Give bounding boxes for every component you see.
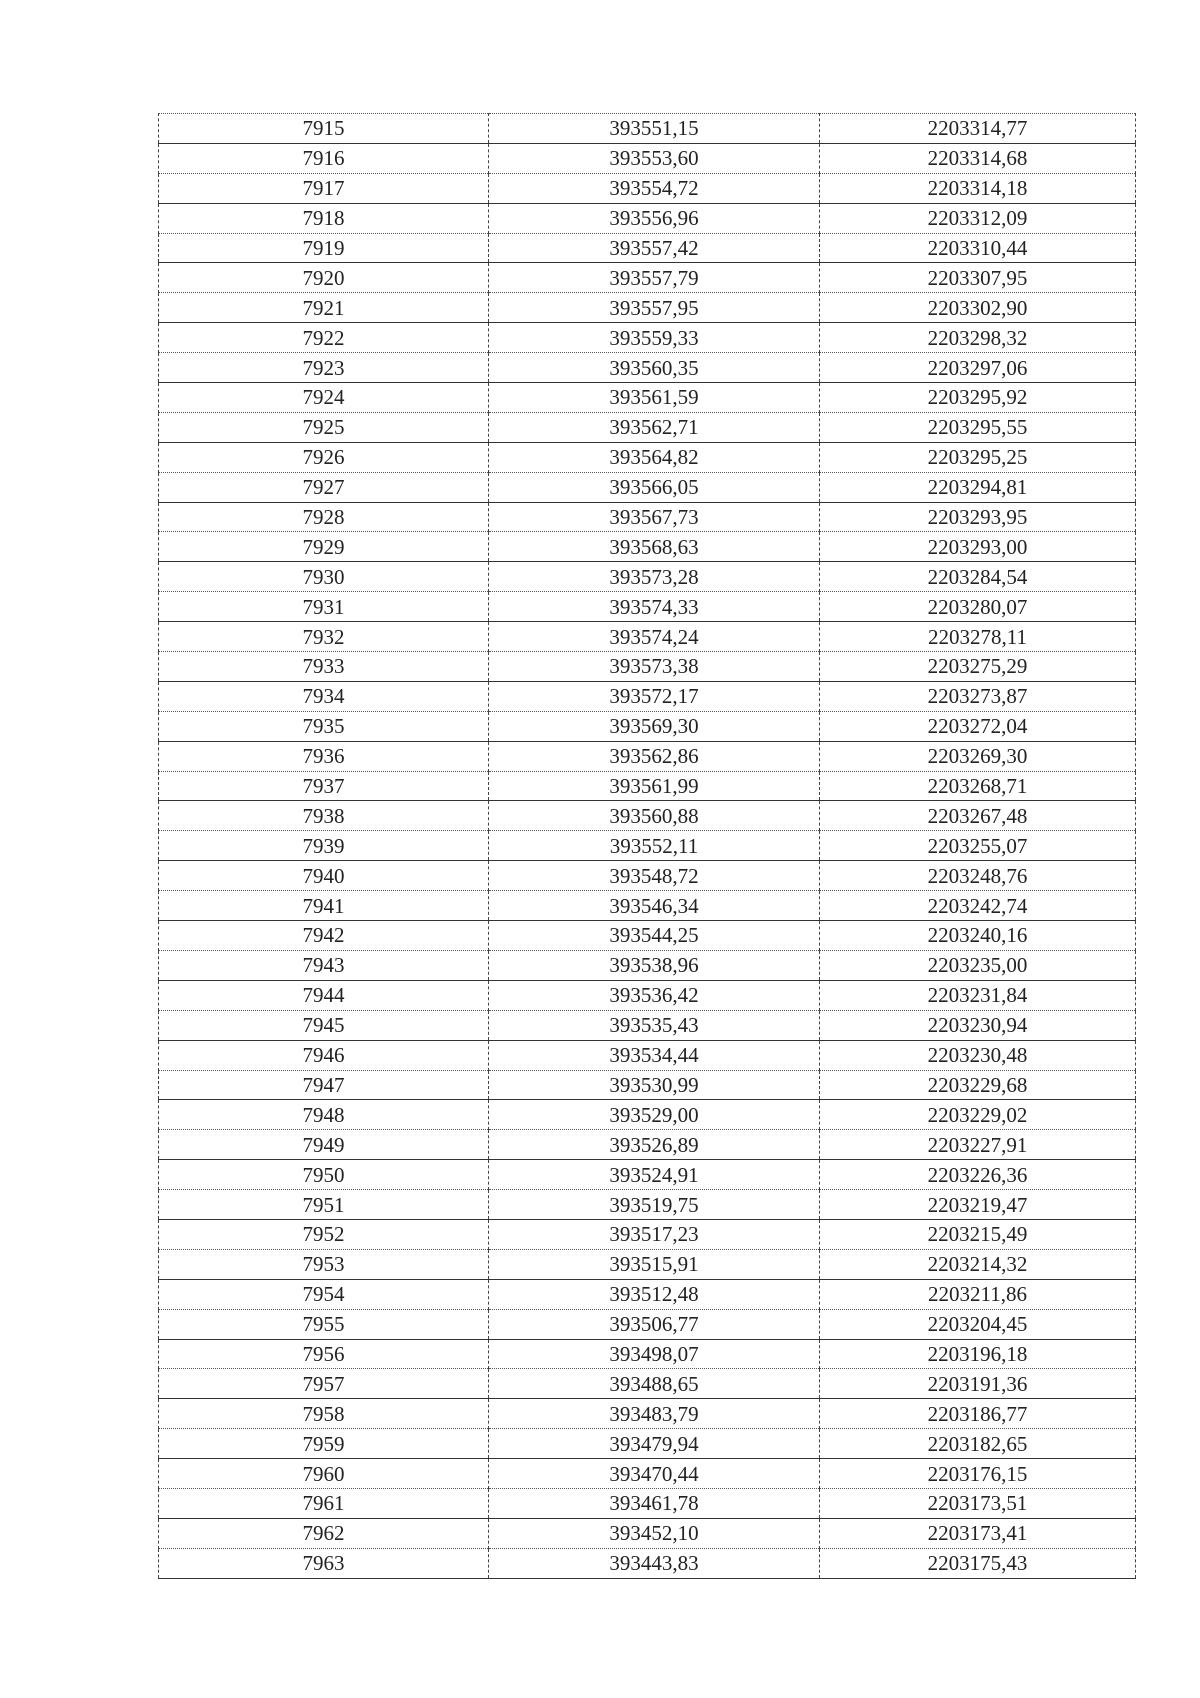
x-coordinate-cell: 393573,38 [489, 652, 820, 682]
y-coordinate-cell: 2203297,06 [820, 353, 1136, 383]
x-coordinate-cell: 393560,88 [489, 801, 820, 831]
point-number-cell: 7961 [159, 1488, 489, 1518]
y-coordinate-cell: 2203226,36 [820, 1160, 1136, 1190]
table-row [159, 1488, 1136, 1518]
point-number-cell: 7928 [159, 502, 489, 532]
y-coordinate-cell: 2203298,32 [820, 323, 1136, 353]
point-number-cell: 7927 [159, 472, 489, 502]
point-number-cell: 7938 [159, 801, 489, 831]
table-row [159, 801, 1136, 831]
table-row [159, 203, 1136, 233]
table-row [159, 741, 1136, 771]
table-row [159, 412, 1136, 442]
y-coordinate-cell: 2203196,18 [820, 1339, 1136, 1369]
table-row [159, 592, 1136, 622]
y-coordinate-cell: 2203278,11 [820, 622, 1136, 652]
x-coordinate-cell: 393526,89 [489, 1130, 820, 1160]
y-coordinate-cell: 2203240,16 [820, 921, 1136, 951]
y-coordinate-cell: 2203273,87 [820, 681, 1136, 711]
table-row [159, 1459, 1136, 1489]
table-row [159, 1548, 1136, 1578]
y-coordinate-cell: 2203231,84 [820, 980, 1136, 1010]
point-number-cell: 7963 [159, 1548, 489, 1578]
point-number-cell: 7962 [159, 1518, 489, 1548]
point-number-cell: 7917 [159, 173, 489, 203]
x-coordinate-cell: 393548,72 [489, 861, 820, 891]
table-row [159, 861, 1136, 891]
y-coordinate-cell: 2203227,91 [820, 1130, 1136, 1160]
y-coordinate-cell: 2203219,47 [820, 1190, 1136, 1220]
x-coordinate-cell: 393483,79 [489, 1399, 820, 1429]
x-coordinate-cell: 393552,11 [489, 831, 820, 861]
x-coordinate-cell: 393488,65 [489, 1369, 820, 1399]
point-number-cell: 7943 [159, 950, 489, 980]
x-coordinate-cell: 393556,96 [489, 203, 820, 233]
y-coordinate-cell: 2203186,77 [820, 1399, 1136, 1429]
x-coordinate-cell: 393544,25 [489, 921, 820, 951]
point-number-cell: 7918 [159, 203, 489, 233]
table-row [159, 711, 1136, 741]
x-coordinate-cell: 393562,71 [489, 412, 820, 442]
table-row [159, 1190, 1136, 1220]
point-number-cell: 7924 [159, 383, 489, 413]
x-coordinate-cell: 393524,91 [489, 1160, 820, 1190]
x-coordinate-cell: 393569,30 [489, 711, 820, 741]
x-coordinate-cell: 393479,94 [489, 1429, 820, 1459]
point-number-cell: 7922 [159, 323, 489, 353]
point-number-cell: 7955 [159, 1309, 489, 1339]
point-number-cell: 7953 [159, 1249, 489, 1279]
table-row [159, 442, 1136, 472]
point-number-cell: 7935 [159, 711, 489, 741]
y-coordinate-cell: 2203295,25 [820, 442, 1136, 472]
table-row [159, 1100, 1136, 1130]
y-coordinate-cell: 2203295,55 [820, 412, 1136, 442]
x-coordinate-cell: 393557,42 [489, 233, 820, 263]
x-coordinate-cell: 393535,43 [489, 1010, 820, 1040]
x-coordinate-cell: 393557,79 [489, 263, 820, 293]
point-number-cell: 7940 [159, 861, 489, 891]
y-coordinate-cell: 2203307,95 [820, 263, 1136, 293]
table-row [159, 1130, 1136, 1160]
point-number-cell: 7946 [159, 1040, 489, 1070]
x-coordinate-cell: 393574,33 [489, 592, 820, 622]
x-coordinate-cell: 393519,75 [489, 1190, 820, 1220]
table-row [159, 532, 1136, 562]
table-row [159, 1309, 1136, 1339]
point-number-cell: 7921 [159, 293, 489, 323]
point-number-cell: 7936 [159, 741, 489, 771]
table-row [159, 681, 1136, 711]
y-coordinate-cell: 2203173,51 [820, 1488, 1136, 1518]
table-row [159, 1040, 1136, 1070]
y-coordinate-cell: 2203191,36 [820, 1369, 1136, 1399]
y-coordinate-cell: 2203204,45 [820, 1309, 1136, 1339]
y-coordinate-cell: 2203293,00 [820, 532, 1136, 562]
table-row [159, 652, 1136, 682]
x-coordinate-cell: 393553,60 [489, 143, 820, 173]
x-coordinate-cell: 393443,83 [489, 1548, 820, 1578]
x-coordinate-cell: 393561,59 [489, 383, 820, 413]
point-number-cell: 7929 [159, 532, 489, 562]
coordinates-table-body [159, 114, 1136, 1579]
y-coordinate-cell: 2203294,81 [820, 472, 1136, 502]
point-number-cell: 7944 [159, 980, 489, 1010]
point-number-cell: 7956 [159, 1339, 489, 1369]
x-coordinate-cell: 393536,42 [489, 980, 820, 1010]
x-coordinate-cell: 393564,82 [489, 442, 820, 472]
table-row [159, 1010, 1136, 1040]
x-coordinate-cell: 393534,44 [489, 1040, 820, 1070]
table-row [159, 263, 1136, 293]
coordinates-table [158, 113, 1136, 1579]
table-row [159, 771, 1136, 801]
point-number-cell: 7959 [159, 1429, 489, 1459]
x-coordinate-cell: 393452,10 [489, 1518, 820, 1548]
x-coordinate-cell: 393561,99 [489, 771, 820, 801]
x-coordinate-cell: 393461,78 [489, 1488, 820, 1518]
y-coordinate-cell: 2203242,74 [820, 891, 1136, 921]
x-coordinate-cell: 393546,34 [489, 891, 820, 921]
y-coordinate-cell: 2203314,18 [820, 173, 1136, 203]
x-coordinate-cell: 393506,77 [489, 1309, 820, 1339]
point-number-cell: 7926 [159, 442, 489, 472]
table-row [159, 1339, 1136, 1369]
x-coordinate-cell: 393560,35 [489, 353, 820, 383]
point-number-cell: 7930 [159, 562, 489, 592]
x-coordinate-cell: 393551,15 [489, 114, 820, 144]
y-coordinate-cell: 2203215,49 [820, 1219, 1136, 1249]
table-row [159, 173, 1136, 203]
y-coordinate-cell: 2203312,09 [820, 203, 1136, 233]
table-row [159, 233, 1136, 263]
table-row [159, 1429, 1136, 1459]
point-number-cell: 7915 [159, 114, 489, 144]
y-coordinate-cell: 2203176,15 [820, 1459, 1136, 1489]
y-coordinate-cell: 2203255,07 [820, 831, 1136, 861]
x-coordinate-cell: 393515,91 [489, 1249, 820, 1279]
y-coordinate-cell: 2203269,30 [820, 741, 1136, 771]
table-row [159, 891, 1136, 921]
y-coordinate-cell: 2203229,68 [820, 1070, 1136, 1100]
x-coordinate-cell: 393512,48 [489, 1279, 820, 1309]
y-coordinate-cell: 2203248,76 [820, 861, 1136, 891]
x-coordinate-cell: 393562,86 [489, 741, 820, 771]
table-row [159, 293, 1136, 323]
table-row [159, 1369, 1136, 1399]
table-row [159, 502, 1136, 532]
point-number-cell: 7931 [159, 592, 489, 622]
y-coordinate-cell: 2203175,43 [820, 1548, 1136, 1578]
table-row [159, 622, 1136, 652]
table-row [159, 1160, 1136, 1190]
y-coordinate-cell: 2203275,29 [820, 652, 1136, 682]
point-number-cell: 7951 [159, 1190, 489, 1220]
point-number-cell: 7923 [159, 353, 489, 383]
y-coordinate-cell: 2203310,44 [820, 233, 1136, 263]
y-coordinate-cell: 2203314,68 [820, 143, 1136, 173]
y-coordinate-cell: 2203267,48 [820, 801, 1136, 831]
table-row [159, 114, 1136, 144]
y-coordinate-cell: 2203214,32 [820, 1249, 1136, 1279]
y-coordinate-cell: 2203295,92 [820, 383, 1136, 413]
y-coordinate-cell: 2203229,02 [820, 1100, 1136, 1130]
point-number-cell: 7941 [159, 891, 489, 921]
table-row [159, 831, 1136, 861]
point-number-cell: 7934 [159, 681, 489, 711]
x-coordinate-cell: 393498,07 [489, 1339, 820, 1369]
x-coordinate-cell: 393517,23 [489, 1219, 820, 1249]
x-coordinate-cell: 393574,24 [489, 622, 820, 652]
table-row [159, 1279, 1136, 1309]
y-coordinate-cell: 2203272,04 [820, 711, 1136, 741]
y-coordinate-cell: 2203230,94 [820, 1010, 1136, 1040]
point-number-cell: 7948 [159, 1100, 489, 1130]
table-row [159, 562, 1136, 592]
y-coordinate-cell: 2203284,54 [820, 562, 1136, 592]
table-row [159, 1249, 1136, 1279]
table-row [159, 323, 1136, 353]
table-row [159, 950, 1136, 980]
table-row [159, 980, 1136, 1010]
point-number-cell: 7937 [159, 771, 489, 801]
x-coordinate-cell: 393554,72 [489, 173, 820, 203]
point-number-cell: 7919 [159, 233, 489, 263]
point-number-cell: 7916 [159, 143, 489, 173]
point-number-cell: 7920 [159, 263, 489, 293]
y-coordinate-cell: 2203173,41 [820, 1518, 1136, 1548]
point-number-cell: 7945 [159, 1010, 489, 1040]
point-number-cell: 7942 [159, 921, 489, 951]
x-coordinate-cell: 393530,99 [489, 1070, 820, 1100]
x-coordinate-cell: 393559,33 [489, 323, 820, 353]
table-row [159, 1518, 1136, 1548]
x-coordinate-cell: 393557,95 [489, 293, 820, 323]
point-number-cell: 7925 [159, 412, 489, 442]
y-coordinate-cell: 2203182,65 [820, 1429, 1136, 1459]
x-coordinate-cell: 393567,73 [489, 502, 820, 532]
y-coordinate-cell: 2203314,77 [820, 114, 1136, 144]
table-row [159, 921, 1136, 951]
y-coordinate-cell: 2203280,07 [820, 592, 1136, 622]
document-page [158, 113, 1135, 1579]
point-number-cell: 7949 [159, 1130, 489, 1160]
table-row [159, 383, 1136, 413]
table-row [159, 472, 1136, 502]
point-number-cell: 7954 [159, 1279, 489, 1309]
y-coordinate-cell: 2203211,86 [820, 1279, 1136, 1309]
x-coordinate-cell: 393568,63 [489, 532, 820, 562]
x-coordinate-cell: 393572,17 [489, 681, 820, 711]
point-number-cell: 7960 [159, 1459, 489, 1489]
point-number-cell: 7933 [159, 652, 489, 682]
y-coordinate-cell: 2203268,71 [820, 771, 1136, 801]
point-number-cell: 7952 [159, 1219, 489, 1249]
y-coordinate-cell: 2203230,48 [820, 1040, 1136, 1070]
y-coordinate-cell: 2203293,95 [820, 502, 1136, 532]
point-number-cell: 7957 [159, 1369, 489, 1399]
y-coordinate-cell: 2203302,90 [820, 293, 1136, 323]
table-row [159, 1399, 1136, 1429]
table-row [159, 1219, 1136, 1249]
point-number-cell: 7947 [159, 1070, 489, 1100]
x-coordinate-cell: 393566,05 [489, 472, 820, 502]
table-row [159, 143, 1136, 173]
table-row [159, 1070, 1136, 1100]
x-coordinate-cell: 393573,28 [489, 562, 820, 592]
table-row [159, 353, 1136, 383]
point-number-cell: 7932 [159, 622, 489, 652]
x-coordinate-cell: 393529,00 [489, 1100, 820, 1130]
x-coordinate-cell: 393538,96 [489, 950, 820, 980]
point-number-cell: 7950 [159, 1160, 489, 1190]
point-number-cell: 7939 [159, 831, 489, 861]
point-number-cell: 7958 [159, 1399, 489, 1429]
y-coordinate-cell: 2203235,00 [820, 950, 1136, 980]
x-coordinate-cell: 393470,44 [489, 1459, 820, 1489]
